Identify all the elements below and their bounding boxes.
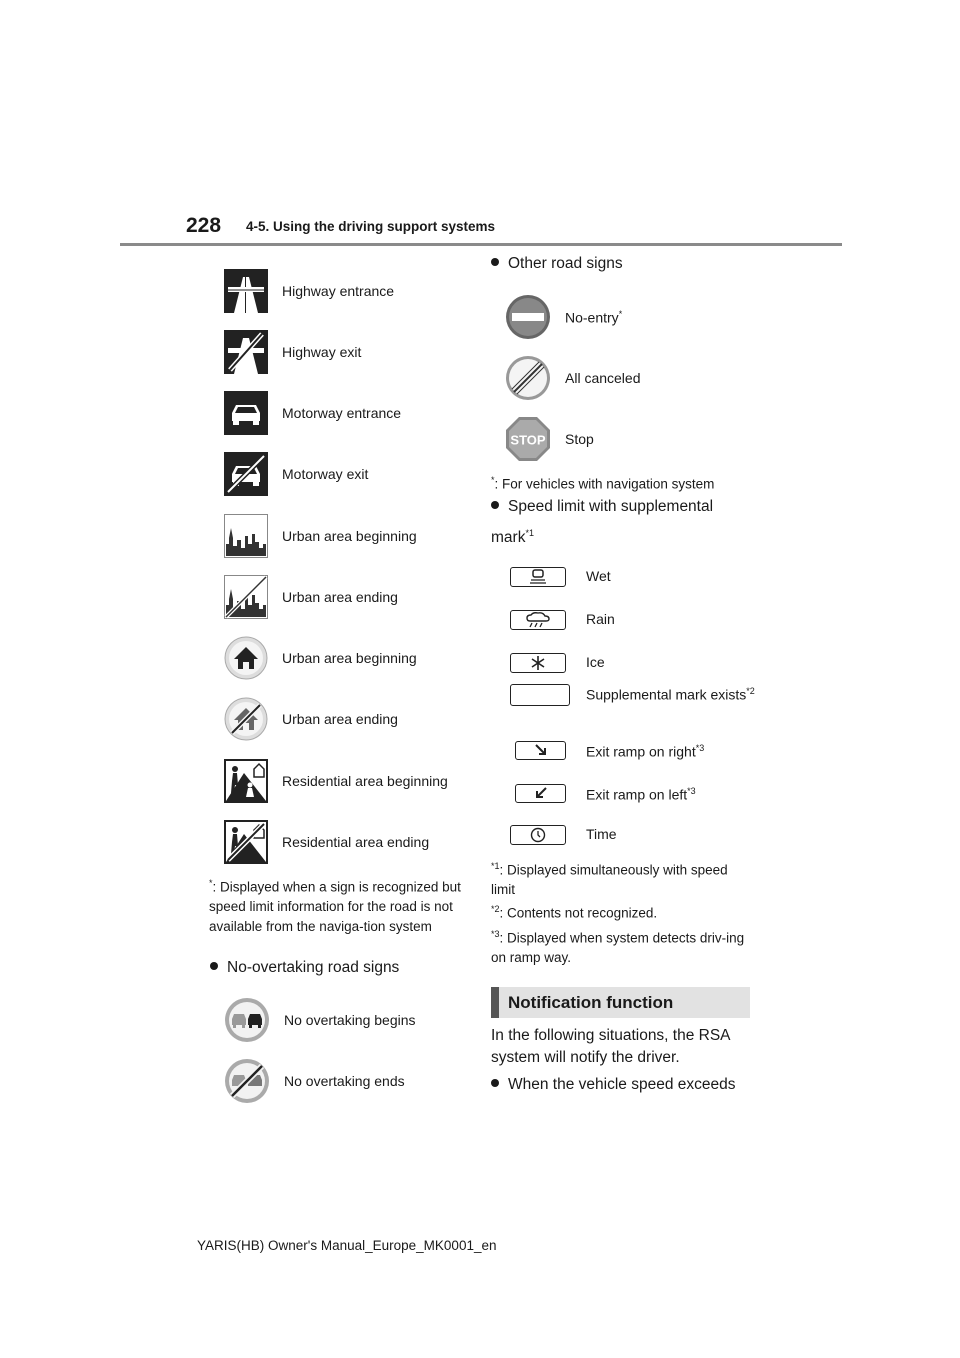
footnote-1 [491, 857, 753, 900]
sign-label: Wet [586, 568, 611, 584]
supp-row-ice [510, 652, 605, 673]
sign-row-highway-entrance [224, 269, 394, 313]
bullet-dot [210, 962, 218, 970]
sign-label [586, 781, 696, 806]
footnote-mark: *2 [491, 904, 500, 914]
residential-area-icon [224, 759, 268, 803]
sign-label-text: Exit ramp on right [586, 743, 696, 760]
footer-manual-id: YARIS(HB) Owner's Manual_Europe_MK0001_en [197, 1238, 497, 1253]
sign-label: Stop [565, 431, 594, 447]
sign-label [586, 681, 755, 706]
sign-row-urban-ending-round [224, 697, 398, 741]
page-number: 228 [186, 214, 222, 237]
sign-label: Motorway exit [282, 466, 369, 482]
sign-label: Ice [586, 654, 605, 670]
highway-entrance-icon [224, 269, 268, 313]
footnote-text: : Displayed simultaneously with speed limit [491, 862, 728, 897]
sign-row-no-entry [505, 294, 622, 340]
motorway-exit-icon [224, 452, 268, 496]
notification-paragraph: In the following situations, the RSA system will notify the driver. [491, 1027, 730, 1066]
home-crossed-icon [224, 697, 268, 741]
supp-plate [510, 825, 566, 845]
sign-label: Residential area beginning [282, 773, 448, 789]
supp-plate [510, 653, 566, 673]
arrow-down-right-icon [534, 743, 548, 757]
all-canceled-icon [505, 355, 551, 401]
supp-plate [515, 741, 566, 760]
sign-label: Residential area ending [282, 834, 430, 850]
notification-bullet [491, 1071, 735, 1098]
supp-plate [510, 610, 566, 630]
sign-label: Rain [586, 611, 615, 627]
bullet-dot [491, 258, 499, 266]
sign-label [565, 309, 622, 326]
sign-row-highway-exit [224, 330, 361, 374]
supp-row-rain [510, 609, 615, 630]
other-signs-heading [491, 250, 623, 277]
supp-plate [510, 567, 566, 587]
sign-row-urban-ending [224, 575, 398, 619]
bullet-text: No-overtaking road signs [227, 959, 400, 976]
footnote-mark: * [618, 308, 623, 319]
sign-label: All canceled [565, 370, 641, 386]
bullet-dot [491, 1079, 499, 1087]
sign-label-text: Exit ramp on left [586, 786, 688, 803]
sign-label-text: Supplemental mark exists [586, 686, 747, 703]
motorway-entrance-icon [224, 391, 268, 435]
no-overtaking-heading [210, 954, 399, 981]
footnote-3 [491, 925, 753, 968]
arrow-down-left-icon [534, 786, 548, 800]
no-overtaking-end-icon [224, 1058, 270, 1104]
sign-row-urban-beginning [224, 514, 417, 558]
supp-row-time [510, 824, 617, 845]
sign-label: Highway exit [282, 344, 362, 360]
sign-row-residential-ending [224, 820, 429, 864]
notification-heading: Notification function [491, 987, 750, 1018]
highway-exit-icon [224, 330, 268, 374]
footnote-text: : Displayed when system detects driv-ing on ramp way. [491, 930, 745, 965]
supp-row-wet [510, 566, 611, 587]
footnote-2 [491, 900, 753, 923]
snowflake-icon [530, 655, 546, 671]
supplemental-heading [491, 493, 751, 551]
footnote-text: : Displayed when a sign is recognized but speed limit information for the road is not available from the naviga-tion system [209, 879, 461, 934]
sign-label: Highway entrance [282, 283, 395, 299]
sign-label-text: No-entry [565, 309, 619, 326]
bullet-dot [491, 501, 499, 509]
sign-label: No overtaking ends [284, 1073, 405, 1089]
wet-road-icon [527, 569, 549, 585]
residential-area-ending-icon [224, 820, 268, 864]
urban-area-ending-icon [224, 575, 268, 619]
sign-label: Urban area beginning [282, 528, 417, 544]
supp-row-exists [510, 680, 755, 706]
footnote-mark: *3 [687, 786, 696, 796]
no-overtaking-icon [224, 997, 270, 1043]
rain-cloud-icon [524, 612, 552, 628]
sign-row-no-overtaking-ends [224, 1058, 405, 1104]
footnote-mark: * [491, 475, 495, 485]
footnote-mark: *2 [746, 685, 755, 696]
footnote-left [209, 874, 467, 936]
sign-label: Time [586, 826, 617, 842]
section-title: 4-5. Using the driving support systems [246, 219, 496, 234]
sign-label: Urban area ending [282, 589, 398, 605]
clock-icon [530, 827, 546, 843]
sign-label [586, 738, 704, 763]
no-entry-icon [505, 294, 551, 340]
sign-row-motorway-exit [224, 452, 368, 496]
stop-sign-text: STOP [510, 432, 546, 448]
sign-row-no-overtaking-begins [224, 997, 416, 1043]
supp-plate [515, 784, 566, 803]
footnote-text: : Contents not recognized. [499, 905, 658, 921]
header-rule [120, 243, 842, 246]
footnote-mark: *3 [695, 743, 705, 753]
sign-row-urban-beginning-round [224, 636, 417, 680]
home-icon [224, 636, 268, 680]
footnote-other [491, 471, 761, 494]
footnote-mark: * [209, 878, 213, 888]
sign-row-stop [505, 416, 594, 462]
urban-area-beginning-icon [224, 514, 268, 558]
sign-row-residential-beginning [224, 759, 448, 803]
supp-plate-blank [510, 684, 570, 706]
stop-sign-icon [505, 416, 551, 462]
sign-row-motorway-entrance [224, 391, 401, 435]
sign-label: No overtaking begins [284, 1012, 416, 1028]
sign-label: Motorway entrance [282, 405, 402, 421]
supp-row-exit-left [515, 781, 696, 806]
sign-label: Urban area beginning [282, 650, 417, 666]
footnote-mark: *1 [491, 861, 500, 871]
sign-row-all-canceled [505, 355, 641, 401]
footnote-mark: *1 [525, 528, 534, 538]
footnote-text: : For vehicles with navigation system [494, 476, 715, 492]
supp-row-exit-right [515, 738, 704, 763]
bullet-text: Speed limit with supplemental mark [491, 498, 714, 547]
footnote-mark: *3 [491, 929, 500, 939]
sign-label: Urban area ending [282, 711, 398, 727]
bullet-text: When the vehicle speed exceeds [508, 1076, 736, 1093]
bullet-text: Other road signs [508, 255, 623, 272]
